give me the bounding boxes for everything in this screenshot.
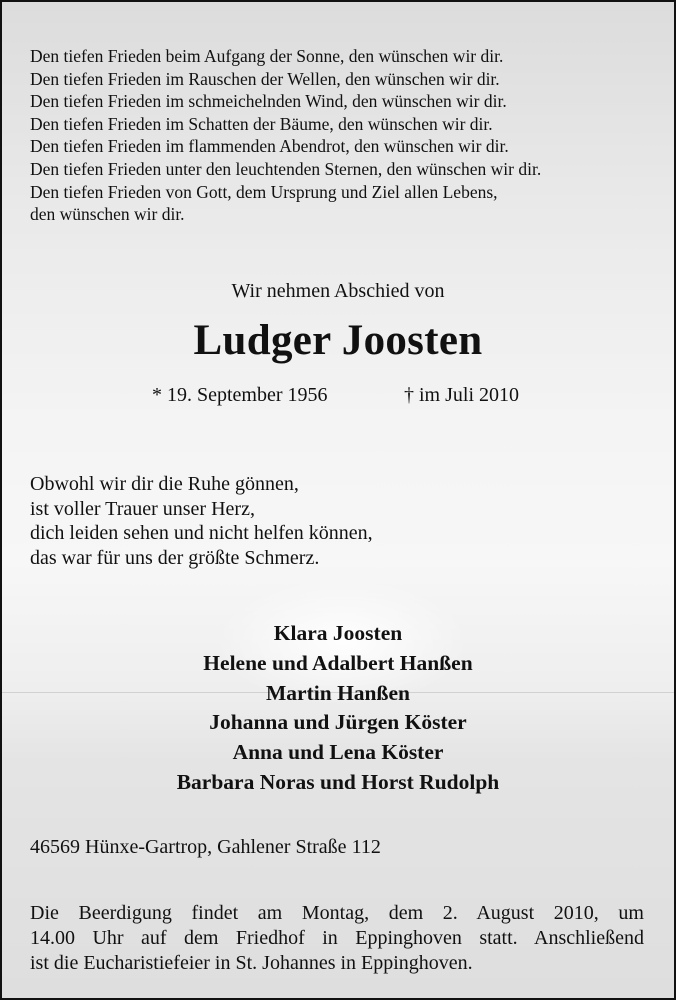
verse-line: ist voller Trauer unser Herz, — [30, 497, 255, 520]
mourner-name: Barbara Noras und Horst Rudolph — [176, 769, 500, 794]
mourner-name: Johanna und Jürgen Köster — [209, 710, 467, 735]
mourner-name: Anna und Lena Köster — [232, 740, 444, 765]
mourner-name: Martin Hanßen — [266, 680, 410, 705]
family-address: 46569 Hünxe-Gartrop, Gahlener Straße 112 — [30, 836, 381, 858]
poem-line: Den tiefen Frieden unter den leuchtenden Sternen, den wünschen wir dir. — [30, 158, 542, 179]
birth-date: * 19. September 1956 — [152, 384, 328, 406]
funeral-details — [30, 901, 644, 976]
mourning-verse — [30, 472, 373, 570]
death-date: † im Juli 2010 — [404, 384, 520, 406]
mourners-list — [2, 619, 674, 798]
funeral-line: 14.00 Uhr auf dem Friedhof in Eppinghoven statt. Anschließend — [30, 927, 644, 949]
funeral-line: ist die Eucharistiefeier in St. Johannes in Eppinghoven. — [30, 952, 473, 974]
poem-line: den wünschen wir dir. — [30, 204, 185, 225]
opening-poem — [30, 45, 541, 226]
poem-line: Den tiefen Frieden von Gott, dem Ursprung und Ziel allen Lebens, — [30, 181, 498, 202]
mourner-name: Klara Joosten — [273, 621, 403, 645]
farewell-intro: Wir nehmen Abschied von — [231, 280, 445, 302]
funeral-line: Die Beerdigung findet am Montag, dem 2. August 2010, um — [30, 902, 644, 924]
verse-line: das war für uns der größte Schmerz. — [30, 546, 320, 569]
verse-line: dich leiden sehen und nicht helfen können, — [30, 522, 373, 544]
poem-line: Den tiefen Frieden im Schatten der Bäume, den wünschen wir dir. — [30, 113, 493, 134]
poem-line: Den tiefen Frieden im Rauschen der Wellen, den wünschen wir dir. — [30, 68, 500, 89]
poem-line: Den tiefen Frieden beim Aufgang der Sonne, den wünschen wir dir. — [30, 46, 504, 66]
verse-line: Obwohl wir dir die Ruhe gönnen, — [30, 473, 299, 495]
poem-line: Den tiefen Frieden im schmeichelnden Wind, den wünschen wir dir. — [30, 91, 507, 112]
mourner-name: Helene und Adalbert Hanßen — [203, 650, 473, 675]
poem-line: Den tiefen Frieden im flammenden Abendrot, den wünschen wir dir. — [30, 136, 509, 157]
deceased-name: Ludger Joosten — [193, 317, 483, 364]
